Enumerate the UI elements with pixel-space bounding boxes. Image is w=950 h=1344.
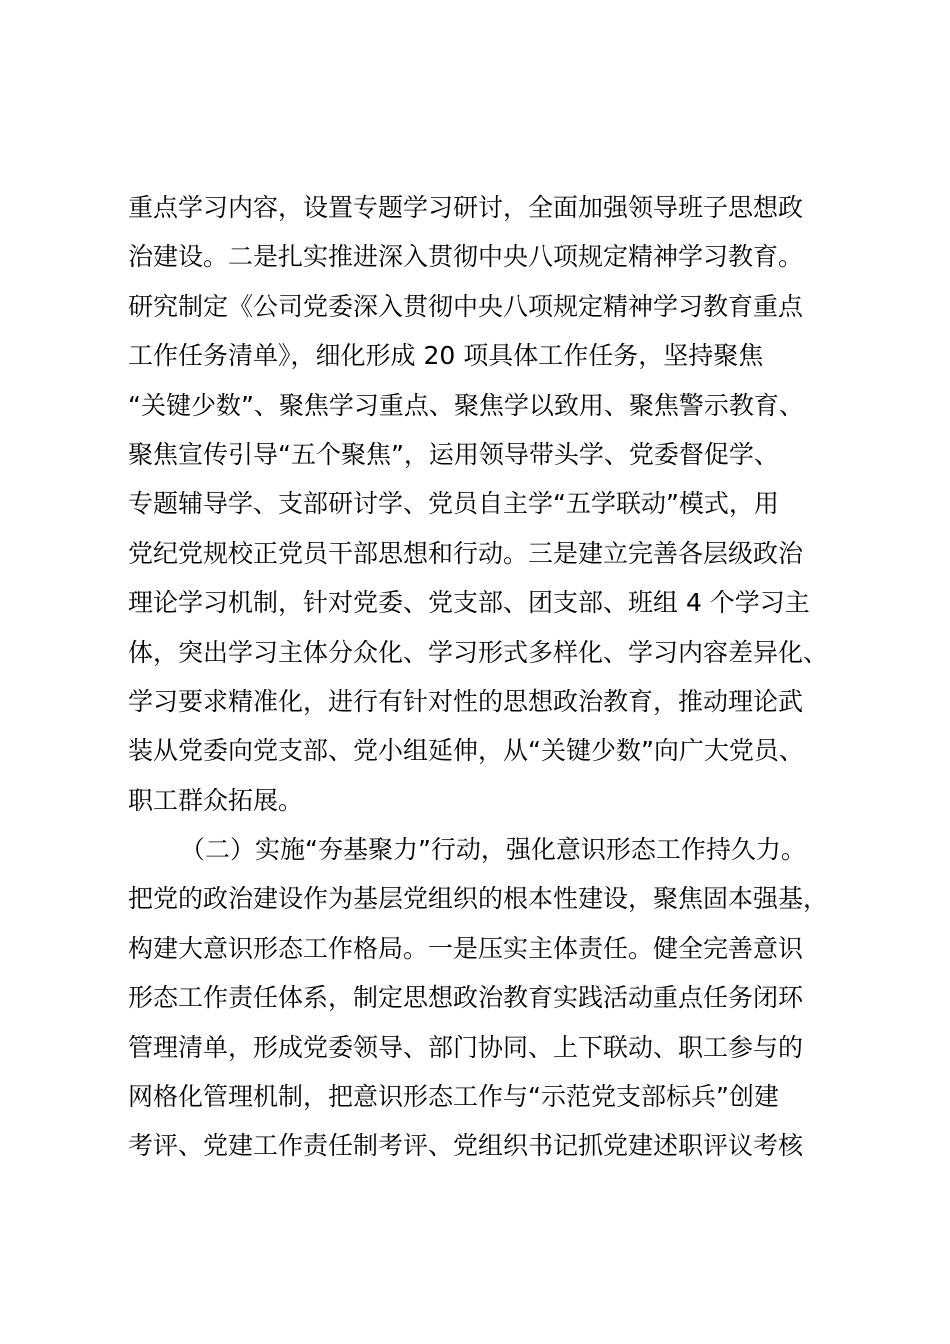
text-line: 党纪党规校正党员干部思想和行动。三是建立完善各层级政治 [128, 538, 804, 568]
text-line: “关键少数”、聚焦学习重点、聚焦学以致用、聚焦警示教育、 [128, 390, 804, 420]
text-line: 聚焦宣传引导“五个聚焦”，运用领导带头学、党委督促学、 [128, 439, 779, 469]
text-line: 研究制定《公司党委深入贯彻中央八项规定精神学习教育重点 [128, 291, 804, 321]
text-line: 工作任务清单》，细化形成 20 项具体工作任务，坚持聚焦 [128, 341, 764, 371]
text-line: 体，突出学习主体分众化、学习形式多样化、学习内容差异化、 [128, 637, 829, 667]
text-line: 网格化管理机制，把意识形态工作与“示范党支部标兵”创建 [128, 1082, 779, 1112]
text-line: 把党的政治建设作为基层党组织的根本性建设，聚焦固本强基， [128, 884, 829, 914]
text-line: 考评、党建工作责任制考评、党组织书记抓党建述职评议考核 [128, 1131, 804, 1161]
text-line: 装从党委向党支部、党小组延伸，从“关键少数”向广大党员、 [128, 736, 804, 766]
text-line: 形态工作责任体系，制定思想政治教育实践活动重点任务闭环 [128, 983, 804, 1013]
text-line: 治建设。二是扎实推进深入贯彻中央八项规定精神学习教育。 [128, 242, 804, 272]
text-line: 构建大意识形态工作格局。一是压实主体责任。健全完善意识 [128, 933, 804, 963]
text-line: 学习要求精准化，进行有针对性的思想政治教育，推动理论武 [128, 686, 804, 716]
text-line: 重点学习内容，设置专题学习研讨，全面加强领导班子思想政 [128, 193, 804, 222]
text-line: 职工群众拓展。 [128, 785, 304, 815]
text-line: 专题辅导学、支部研讨学、党员自主学“五学联动”模式，用 [128, 489, 779, 519]
text-line: 理论学习机制，针对党委、党支部、团支部、班组 4 个学习主 [128, 588, 810, 618]
body-text [128, 183, 858, 1171]
section-heading-line: （二）实施“夯基聚力”行动，强化意识形态工作持久力。 [180, 835, 806, 865]
text-line: 管理清单，形成党委领导、部门协同、上下联动、职工参与的 [128, 1032, 804, 1062]
